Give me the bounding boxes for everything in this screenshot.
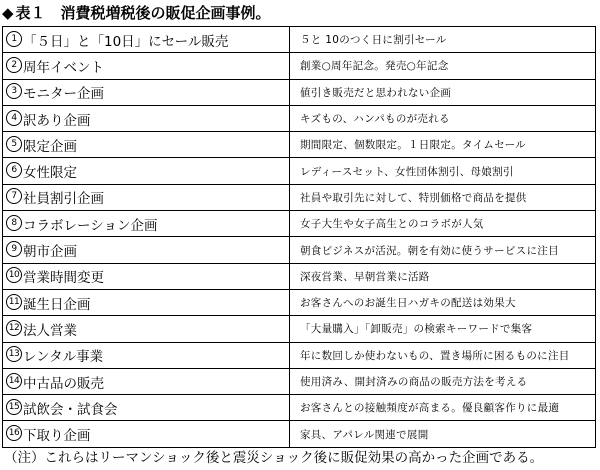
- circled-number: 13: [6, 346, 22, 362]
- item-name: 社員割引企画: [23, 191, 104, 208]
- description-cell: お客さんへのお誕生日ハガキの配送は効果大: [290, 289, 596, 315]
- description-cell: 「大量購入」「卸販売」の検索キーワードで集客: [290, 316, 596, 342]
- item-name: 法人営業: [23, 322, 77, 339]
- table-body: [3, 27, 596, 448]
- table-title-text: 表１ 消費税増税後の販促企画事例。: [15, 4, 271, 22]
- circled-number: 5: [6, 136, 22, 152]
- item-name: 訳あり企画: [23, 112, 91, 129]
- description-cell: 深夜営業、早朝営業に活路: [290, 263, 596, 289]
- table-row: [3, 263, 596, 289]
- circled-number: 9: [6, 241, 22, 257]
- diamond-marker-icon: ◆: [2, 4, 14, 22]
- circled-number: 15: [6, 399, 22, 415]
- item-cell: [3, 184, 290, 210]
- item-cell: [3, 79, 290, 105]
- description-cell: 値引き販売だと思われない企画: [290, 79, 596, 105]
- table-row: [3, 211, 596, 237]
- item-cell: [3, 421, 290, 447]
- table-row: [3, 342, 596, 368]
- item-cell: [3, 132, 290, 158]
- item-name: 周年イベント: [23, 59, 104, 76]
- circled-number: 16: [6, 425, 22, 441]
- item-name: 誕生日企画: [23, 296, 91, 313]
- description-cell: 年に数回しか使わないもの、置き場所に困るものに注目: [290, 342, 596, 368]
- item-name: 限定企画: [23, 138, 77, 155]
- item-cell: [3, 368, 290, 394]
- description-cell: 期間限定、個数限定。１日限定。タイムセール: [290, 132, 596, 158]
- table-row: [3, 421, 596, 447]
- item-name: 試飲会・試食会: [23, 401, 118, 418]
- circled-number: 10: [6, 267, 22, 283]
- item-cell: [3, 237, 290, 263]
- item-name: 営業時間変更: [23, 270, 104, 287]
- circled-number: 1: [6, 31, 22, 47]
- description-cell: ５と 10のつく日に割引セール: [290, 27, 596, 53]
- table-title: [2, 1, 271, 25]
- table-row: [3, 316, 596, 342]
- table-row: [3, 27, 596, 53]
- item-cell: [3, 263, 290, 289]
- description-cell: キズもの、ハンパものが売れる: [290, 105, 596, 131]
- item-name: レンタル事業: [23, 349, 104, 366]
- table-row: [3, 237, 596, 263]
- item-cell: [3, 395, 290, 421]
- item-cell: [3, 27, 290, 53]
- circled-number: 6: [6, 162, 22, 178]
- item-cell: [3, 289, 290, 315]
- item-name: モニター企画: [23, 86, 104, 103]
- description-cell: レディースセット、女性団体割引、母娘割引: [290, 158, 596, 184]
- item-cell: [3, 342, 290, 368]
- table-row: [3, 132, 596, 158]
- table-row: [3, 158, 596, 184]
- table-row: [3, 105, 596, 131]
- circled-number: 3: [6, 83, 22, 99]
- item-cell: [3, 158, 290, 184]
- promotion-examples-table: [2, 26, 596, 448]
- description-cell: お客さんとの接触頻度が高まる。優良顧客作りに最適: [290, 395, 596, 421]
- description-cell: 女子大生や女子高生とのコラボが人気: [290, 211, 596, 237]
- table-row: [3, 395, 596, 421]
- description-cell: 社員や取引先に対して、特別価格で商品を提供: [290, 184, 596, 210]
- table-row: [3, 79, 596, 105]
- item-cell: [3, 105, 290, 131]
- item-cell: [3, 316, 290, 342]
- circled-number: 2: [6, 57, 22, 73]
- item-name: 下取り企画: [23, 428, 91, 445]
- description-cell: 創業○周年記念。発売○年記念: [290, 53, 596, 79]
- table-row: [3, 289, 596, 315]
- circled-number: 14: [6, 373, 22, 389]
- item-cell: [3, 211, 290, 237]
- item-name: 中古品の販売: [23, 375, 104, 392]
- description-cell: 使用済み、開封済みの商品の販売方法を考える: [290, 368, 596, 394]
- item-name: 朝市企画: [23, 244, 77, 261]
- table-row: [3, 53, 596, 79]
- description-cell: 朝食ビジネスが活況。朝を有効に使うサービスに注目: [290, 237, 596, 263]
- table-row: [3, 368, 596, 394]
- circled-number: 8: [6, 215, 22, 231]
- table-row: [3, 184, 596, 210]
- footnote: （注）これらはリーマンショック後と震災ショック後に販促効果の高かった企画である。: [4, 450, 544, 466]
- circled-number: 4: [6, 110, 22, 126]
- item-name: コラボレーション企画: [23, 217, 158, 234]
- description-cell: 家具、アパレル関連で展開: [290, 421, 596, 447]
- circled-number: 7: [6, 188, 22, 204]
- item-name: 女性限定: [23, 165, 77, 182]
- item-name: 「５日」と「10日」にセール販売: [23, 33, 229, 50]
- item-cell: [3, 53, 290, 79]
- circled-number: 12: [6, 320, 22, 336]
- circled-number: 11: [6, 294, 22, 310]
